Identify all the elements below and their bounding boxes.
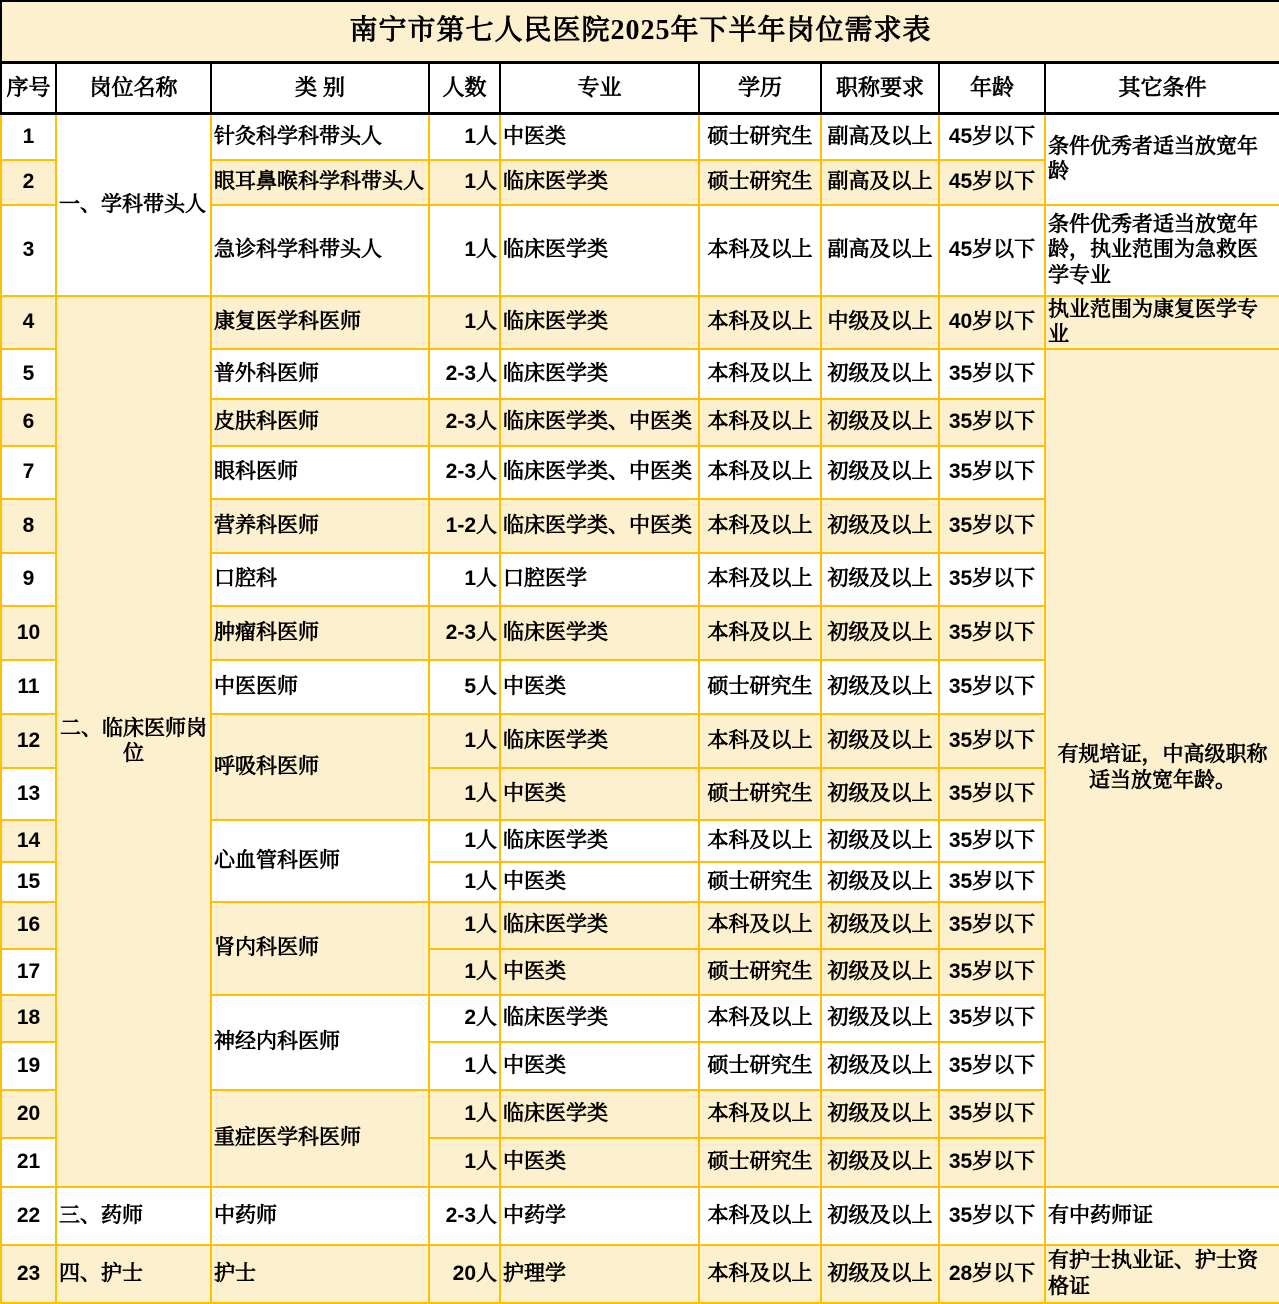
table-row <box>1 1245 1279 1303</box>
cell-maj: 临床医学类、中医类 <box>500 399 699 446</box>
cell-edu: 本科及以上 <box>699 606 821 660</box>
header-cell-req: 职称要求 <box>821 63 939 114</box>
cell-age: 35岁以下 <box>939 714 1045 768</box>
cell-maj: 中医类 <box>500 660 699 714</box>
cell-cat: 中药师 <box>211 1187 429 1245</box>
cell-maj: 临床医学类、中医类 <box>500 446 699 499</box>
cell-cnt: 1人 <box>429 768 500 820</box>
cell-edu: 硕士研究生 <box>699 1042 821 1090</box>
cell-cat: 普外科医师 <box>211 349 429 399</box>
cell-maj: 临床医学类 <box>500 995 699 1042</box>
cell-cnt: 1人 <box>429 820 500 862</box>
cell-edu: 硕士研究生 <box>699 862 821 902</box>
cell-req: 初级及以上 <box>821 862 939 902</box>
cell-maj: 临床医学类 <box>500 606 699 660</box>
cell-age: 35岁以下 <box>939 1187 1045 1245</box>
cell-maj: 临床医学类 <box>500 296 699 349</box>
cell-req: 初级及以上 <box>821 949 939 995</box>
cell-age: 35岁以下 <box>939 995 1045 1042</box>
cell-age: 45岁以下 <box>939 160 1045 205</box>
cell-cat: 口腔科 <box>211 553 429 606</box>
cell-cnt: 1人 <box>429 553 500 606</box>
cell-cnt: 1人 <box>429 902 500 949</box>
cell-edu: 硕士研究生 <box>699 160 821 205</box>
cell-age: 35岁以下 <box>939 768 1045 820</box>
cell-age: 35岁以下 <box>939 1042 1045 1090</box>
cell-maj: 临床医学类 <box>500 902 699 949</box>
cell-edu: 硕士研究生 <box>699 1138 821 1187</box>
cell-cnt: 1人 <box>429 1138 500 1187</box>
cell-maj: 临床医学类、中医类 <box>500 499 699 553</box>
cell-maj: 中医类 <box>500 862 699 902</box>
cell-no: 2 <box>1 160 56 205</box>
cell-req: 初级及以上 <box>821 399 939 446</box>
cell-cnt: 2-3人 <box>429 606 500 660</box>
cell-req: 初级及以上 <box>821 714 939 768</box>
cell-no: 18 <box>1 995 56 1042</box>
cell-edu: 本科及以上 <box>699 553 821 606</box>
cell-cat: 皮肤科医师 <box>211 399 429 446</box>
cell-cnt: 2-3人 <box>429 446 500 499</box>
cell-oth: 有中药师证 <box>1045 1187 1279 1245</box>
cell-cnt: 2人 <box>429 995 500 1042</box>
cell-age: 35岁以下 <box>939 499 1045 553</box>
cell-cnt: 2-3人 <box>429 399 500 446</box>
cell-pos: 一、学科带头人 <box>56 114 211 296</box>
cell-age: 45岁以下 <box>939 205 1045 296</box>
cell-req: 中级及以上 <box>821 296 939 349</box>
cell-cnt: 5人 <box>429 660 500 714</box>
cell-cat: 针灸科学科带头人 <box>211 114 429 160</box>
cell-req: 初级及以上 <box>821 349 939 399</box>
cell-edu: 硕士研究生 <box>699 660 821 714</box>
cell-cnt: 1人 <box>429 205 500 296</box>
cell-cnt: 1人 <box>429 949 500 995</box>
header-cell-cat: 类 别 <box>211 63 429 114</box>
cell-no: 22 <box>1 1187 56 1245</box>
cell-maj: 中医类 <box>500 1042 699 1090</box>
header-cell-no: 序号 <box>1 63 56 114</box>
cell-req: 初级及以上 <box>821 660 939 714</box>
cell-edu: 本科及以上 <box>699 902 821 949</box>
cell-cnt: 20人 <box>429 1245 500 1303</box>
cell-no: 4 <box>1 296 56 349</box>
cell-oth: 条件优秀者适当放宽年龄，执业范围为急救医学专业 <box>1045 205 1279 296</box>
cell-age: 35岁以下 <box>939 902 1045 949</box>
cell-edu: 硕士研究生 <box>699 949 821 995</box>
cell-no: 19 <box>1 1042 56 1090</box>
cell-cat: 护士 <box>211 1245 429 1303</box>
cell-cat: 重症医学科医师 <box>211 1090 429 1187</box>
cell-cat: 中医医师 <box>211 660 429 714</box>
cell-cnt: 2-3人 <box>429 1187 500 1245</box>
cell-no: 7 <box>1 446 56 499</box>
cell-no: 12 <box>1 714 56 768</box>
cell-maj: 中医类 <box>500 949 699 995</box>
cell-age: 35岁以下 <box>939 862 1045 902</box>
cell-age: 35岁以下 <box>939 399 1045 446</box>
cell-cnt: 1人 <box>429 114 500 160</box>
cell-req: 初级及以上 <box>821 820 939 862</box>
cell-no: 9 <box>1 553 56 606</box>
cell-age: 40岁以下 <box>939 296 1045 349</box>
cell-edu: 硕士研究生 <box>699 768 821 820</box>
cell-req: 初级及以上 <box>821 995 939 1042</box>
cell-cnt: 1人 <box>429 296 500 349</box>
cell-age: 45岁以下 <box>939 114 1045 160</box>
cell-age: 35岁以下 <box>939 660 1045 714</box>
cell-no: 14 <box>1 820 56 862</box>
cell-maj: 临床医学类 <box>500 714 699 768</box>
cell-no: 10 <box>1 606 56 660</box>
cell-no: 8 <box>1 499 56 553</box>
cell-req: 初级及以上 <box>821 902 939 949</box>
cell-cat: 心血管科医师 <box>211 820 429 902</box>
cell-maj: 护理学 <box>500 1245 699 1303</box>
cell-maj: 口腔医学 <box>500 553 699 606</box>
cell-req: 副高及以上 <box>821 160 939 205</box>
cell-no: 3 <box>1 205 56 296</box>
cell-no: 6 <box>1 399 56 446</box>
cell-cat: 眼科医师 <box>211 446 429 499</box>
cell-no: 15 <box>1 862 56 902</box>
cell-maj: 临床医学类 <box>500 820 699 862</box>
header-cell-pos: 岗位名称 <box>56 63 211 114</box>
cell-age: 35岁以下 <box>939 446 1045 499</box>
cell-cnt: 1人 <box>429 862 500 902</box>
cell-req: 初级及以上 <box>821 499 939 553</box>
header-row <box>1 63 1279 114</box>
page-title: 南宁市第七人民医院2025年下半年岗位需求表 <box>1 1 1279 63</box>
header-cell-age: 年龄 <box>939 63 1045 114</box>
cell-req: 初级及以上 <box>821 1187 939 1245</box>
cell-oth: 执业范围为康复医学专业 <box>1045 296 1279 349</box>
cell-req: 初级及以上 <box>821 1042 939 1090</box>
table-row <box>1 1187 1279 1245</box>
cell-age: 35岁以下 <box>939 949 1045 995</box>
cell-edu: 本科及以上 <box>699 446 821 499</box>
cell-req: 副高及以上 <box>821 114 939 160</box>
cell-req: 副高及以上 <box>821 205 939 296</box>
cell-pos: 三、药师 <box>56 1187 211 1245</box>
cell-cat: 眼耳鼻喉科学科带头人 <box>211 160 429 205</box>
cell-req: 初级及以上 <box>821 606 939 660</box>
cell-req: 初级及以上 <box>821 553 939 606</box>
cell-cnt: 1人 <box>429 714 500 768</box>
cell-cnt: 1人 <box>429 1042 500 1090</box>
cell-edu: 本科及以上 <box>699 1090 821 1138</box>
cell-cat: 康复医学科医师 <box>211 296 429 349</box>
cell-edu: 本科及以上 <box>699 995 821 1042</box>
cell-maj: 中医类 <box>500 768 699 820</box>
cell-maj: 临床医学类 <box>500 1090 699 1138</box>
cell-oth: 有规培证，中高级职称适当放宽年龄。 <box>1045 349 1279 1187</box>
header-cell-oth: 其它条件 <box>1045 63 1279 114</box>
cell-edu: 本科及以上 <box>699 296 821 349</box>
cell-cnt: 1人 <box>429 1090 500 1138</box>
header-cell-edu: 学历 <box>699 63 821 114</box>
cell-age: 35岁以下 <box>939 349 1045 399</box>
cell-edu: 硕士研究生 <box>699 114 821 160</box>
cell-cat: 急诊科学科带头人 <box>211 205 429 296</box>
cell-req: 初级及以上 <box>821 1138 939 1187</box>
cell-cat: 呼吸科医师 <box>211 714 429 820</box>
cell-cnt: 1-2人 <box>429 499 500 553</box>
cell-edu: 本科及以上 <box>699 349 821 399</box>
cell-req: 初级及以上 <box>821 1245 939 1303</box>
cell-edu: 本科及以上 <box>699 820 821 862</box>
cell-req: 初级及以上 <box>821 768 939 820</box>
cell-age: 28岁以下 <box>939 1245 1045 1303</box>
table-row <box>1 114 1279 160</box>
cell-age: 35岁以下 <box>939 1138 1045 1187</box>
cell-age: 35岁以下 <box>939 606 1045 660</box>
cell-oth: 条件优秀者适当放宽年龄 <box>1045 114 1279 205</box>
cell-edu: 本科及以上 <box>699 714 821 768</box>
cell-cnt: 1人 <box>429 160 500 205</box>
cell-edu: 本科及以上 <box>699 399 821 446</box>
cell-maj: 临床医学类 <box>500 349 699 399</box>
cell-pos: 四、护士 <box>56 1245 211 1303</box>
cell-no: 16 <box>1 902 56 949</box>
cell-edu: 本科及以上 <box>699 1245 821 1303</box>
cell-cat: 神经内科医师 <box>211 995 429 1090</box>
cell-cnt: 2-3人 <box>429 349 500 399</box>
cell-oth: 有护士执业证、护士资格证 <box>1045 1245 1279 1303</box>
cell-no: 5 <box>1 349 56 399</box>
cell-age: 35岁以下 <box>939 820 1045 862</box>
cell-edu: 本科及以上 <box>699 205 821 296</box>
cell-req: 初级及以上 <box>821 446 939 499</box>
cell-req: 初级及以上 <box>821 1090 939 1138</box>
table-row <box>1 296 1279 349</box>
table-body <box>1 114 1279 1303</box>
cell-cat: 肿瘤科医师 <box>211 606 429 660</box>
title-row <box>1 1 1279 63</box>
cell-no: 21 <box>1 1138 56 1187</box>
cell-pos: 二、临床医师岗位 <box>56 296 211 1187</box>
cell-maj: 中医类 <box>500 114 699 160</box>
cell-age: 35岁以下 <box>939 1090 1045 1138</box>
cell-maj: 临床医学类 <box>500 160 699 205</box>
cell-no: 1 <box>1 114 56 160</box>
header-cell-cnt: 人数 <box>429 63 500 114</box>
cell-no: 11 <box>1 660 56 714</box>
cell-maj: 中医类 <box>500 1138 699 1187</box>
cell-age: 35岁以下 <box>939 553 1045 606</box>
cell-no: 13 <box>1 768 56 820</box>
cell-maj: 中药学 <box>500 1187 699 1245</box>
cell-no: 17 <box>1 949 56 995</box>
cell-edu: 本科及以上 <box>699 499 821 553</box>
cell-no: 23 <box>1 1245 56 1303</box>
cell-cat: 营养科医师 <box>211 499 429 553</box>
cell-cat: 肾内科医师 <box>211 902 429 995</box>
cell-maj: 临床医学类 <box>500 205 699 296</box>
cell-edu: 本科及以上 <box>699 1187 821 1245</box>
header-cell-maj: 专业 <box>500 63 699 114</box>
cell-no: 20 <box>1 1090 56 1138</box>
